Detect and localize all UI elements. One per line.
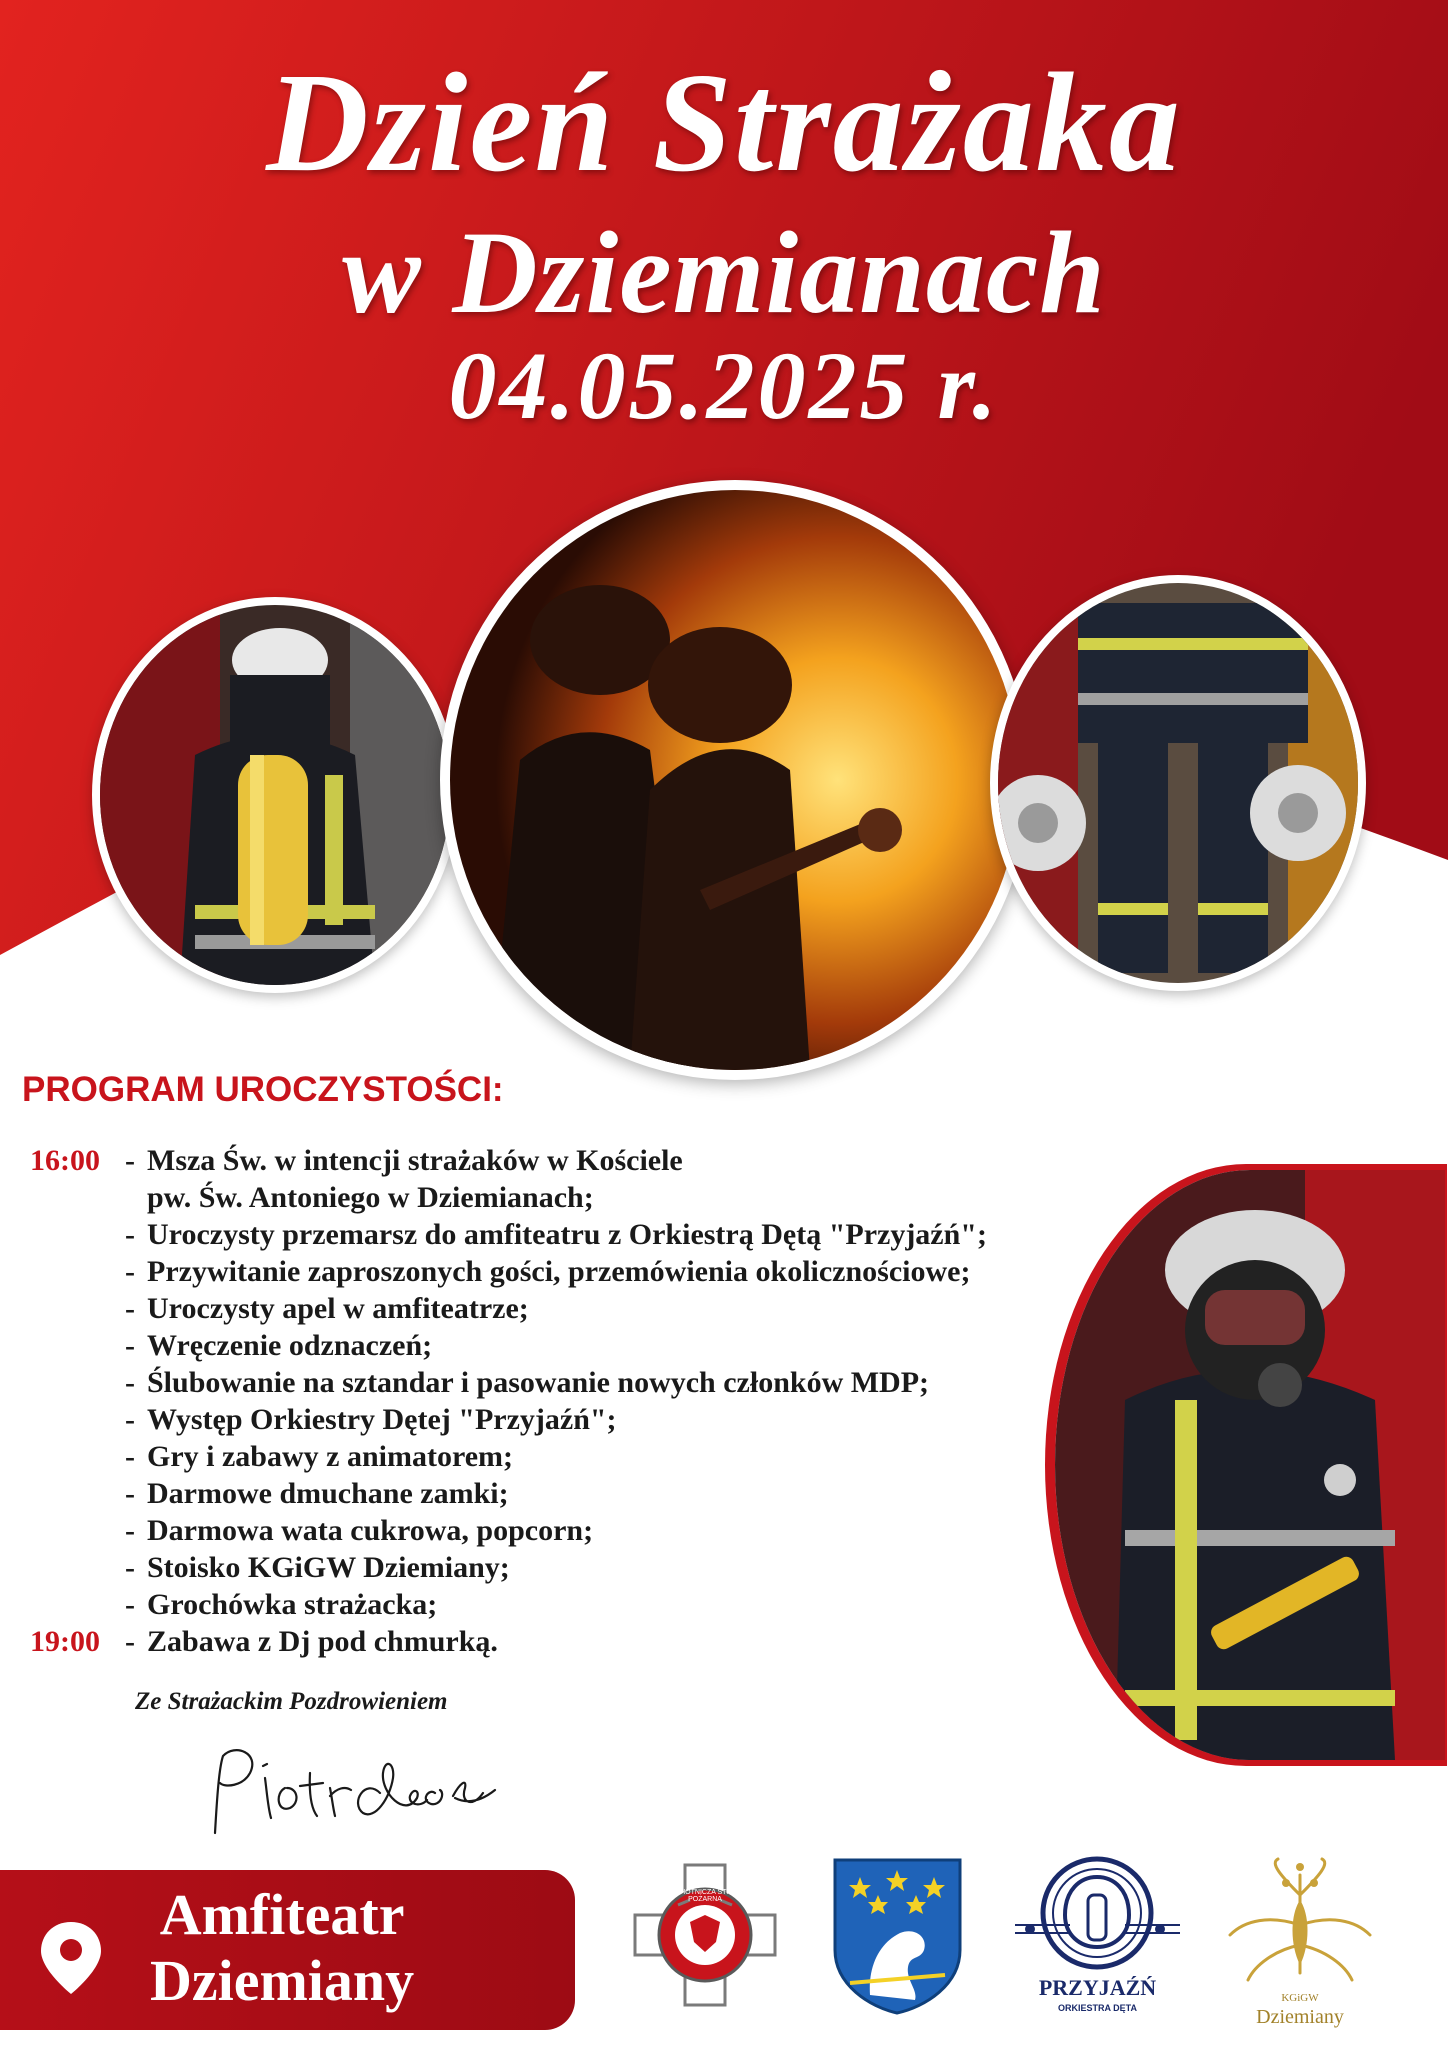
program-text: Darmowe dmuchane zamki;	[147, 1477, 509, 1510]
program-text: pw. Św. Antoniego w Dziemianach;	[147, 1181, 594, 1214]
program-text: Grochówka strażacka;	[147, 1588, 438, 1621]
signature	[205, 1738, 505, 1848]
orchestra-name: PRZYJAŹŃ	[1038, 1975, 1157, 2000]
program-time: 19:00	[30, 1625, 100, 1658]
program-item: - Uroczysty apel w amfiteatrze;	[125, 1292, 529, 1325]
program-text: Darmowa wata cukrowa, popcorn;	[147, 1514, 594, 1547]
program-item: - Występ Orkiestry Dętej "Przyjaźń";	[125, 1403, 617, 1436]
program-item: 16:00 - Msza Św. w intencji strażaków w Kościele	[30, 1144, 683, 1177]
program-text: Gry i zabawy z animatorem;	[147, 1440, 514, 1473]
program-item: - Grochówka strażacka;	[125, 1588, 438, 1621]
program-item: - Przywitanie zaproszonych gości, przemówienia okolicznościowe;	[125, 1255, 971, 1288]
orchestra-subtitle: ORKIESTRA DĘTA	[1057, 2003, 1137, 2013]
program-item: - Wręczenie odznaczeń;	[125, 1329, 433, 1362]
title-line-2: w Dziemianach	[342, 207, 1106, 338]
title-line-1: Dzień Strażaka	[266, 43, 1182, 201]
program-item	[30, 1179, 1110, 1216]
venue-name	[150, 1882, 414, 2014]
program-text: Przywitanie zaproszonych gości, przemówienia okolicznościowe;	[147, 1255, 971, 1288]
program-text: Wręczenie odznaczeń;	[147, 1329, 433, 1362]
program-item: 19:00 - Zabawa z Dj pod chmurką.	[30, 1625, 498, 1658]
program-text: Uroczysty apel w amfiteatrze;	[147, 1292, 529, 1325]
program-item: - Stoisko KGiGW Dziemiany;	[125, 1551, 510, 1584]
dziemiany-coat-of-arms-logo	[830, 1855, 965, 2015]
photo-firefighter-hoses	[990, 575, 1366, 991]
program-list	[30, 1142, 1110, 1660]
program-text: Występ Orkiestry Dętej "Przyjaźń";	[147, 1403, 617, 1436]
kgigw-name: Dziemiany	[1256, 2006, 1344, 2028]
venue-banner	[0, 1870, 575, 2030]
program-item: - Uroczysty przemarsz do amfiteatru z Orkiestrą Dętą "Przyjaźń";	[125, 1218, 987, 1251]
osp-logo-text: OCHOTNICZA STRAŻ POŻARNA	[669, 1889, 741, 1903]
photo-firefighter-mask	[1055, 1170, 1445, 1760]
program-item: - Gry i zabawy z animatorem;	[125, 1440, 514, 1473]
program-heading: PROGRAM UROCZYSTOŚCI:	[22, 1070, 504, 1109]
program-text: Ślubowanie na sztandar i pasowanie nowych członków MDP;	[147, 1366, 930, 1399]
program-text: Msza Św. w intencji strażaków w Kościele	[147, 1144, 683, 1177]
program-text: Stoisko KGiGW Dziemiany;	[147, 1551, 510, 1584]
program-text: Uroczysty przemarsz do amfiteatru z Orkiestrą Dętą "Przyjaźń";	[147, 1218, 987, 1251]
event-date: 04.05.2025 r.	[448, 332, 1000, 439]
kgigw-abbrev: KGiGW	[1281, 1992, 1319, 2004]
photo-firefighters-fire	[440, 480, 1030, 1080]
program-item: - Darmowe dmuchane zamki;	[125, 1477, 509, 1510]
venue-line-2: Dziemiany	[150, 1948, 415, 2013]
program-text: Zabawa z Dj pod chmurką.	[147, 1625, 498, 1658]
venue-line-1: Amfiteatr	[159, 1882, 405, 1947]
program-item: - Darmowa wata cukrowa, popcorn;	[125, 1514, 594, 1547]
kgigw-dziemiany-logo	[1220, 1855, 1380, 1990]
location-pin-icon	[36, 1918, 106, 1998]
photo-firefighter-tank	[92, 597, 458, 993]
program-time: 16:00	[30, 1144, 100, 1177]
program-item: - Ślubowanie na sztandar i pasowanie nowych członków MDP;	[125, 1366, 930, 1399]
osp-emblem-logo	[630, 1860, 780, 2010]
greeting-text: Ze Strażackim Pozdrowieniem	[135, 1688, 448, 1715]
